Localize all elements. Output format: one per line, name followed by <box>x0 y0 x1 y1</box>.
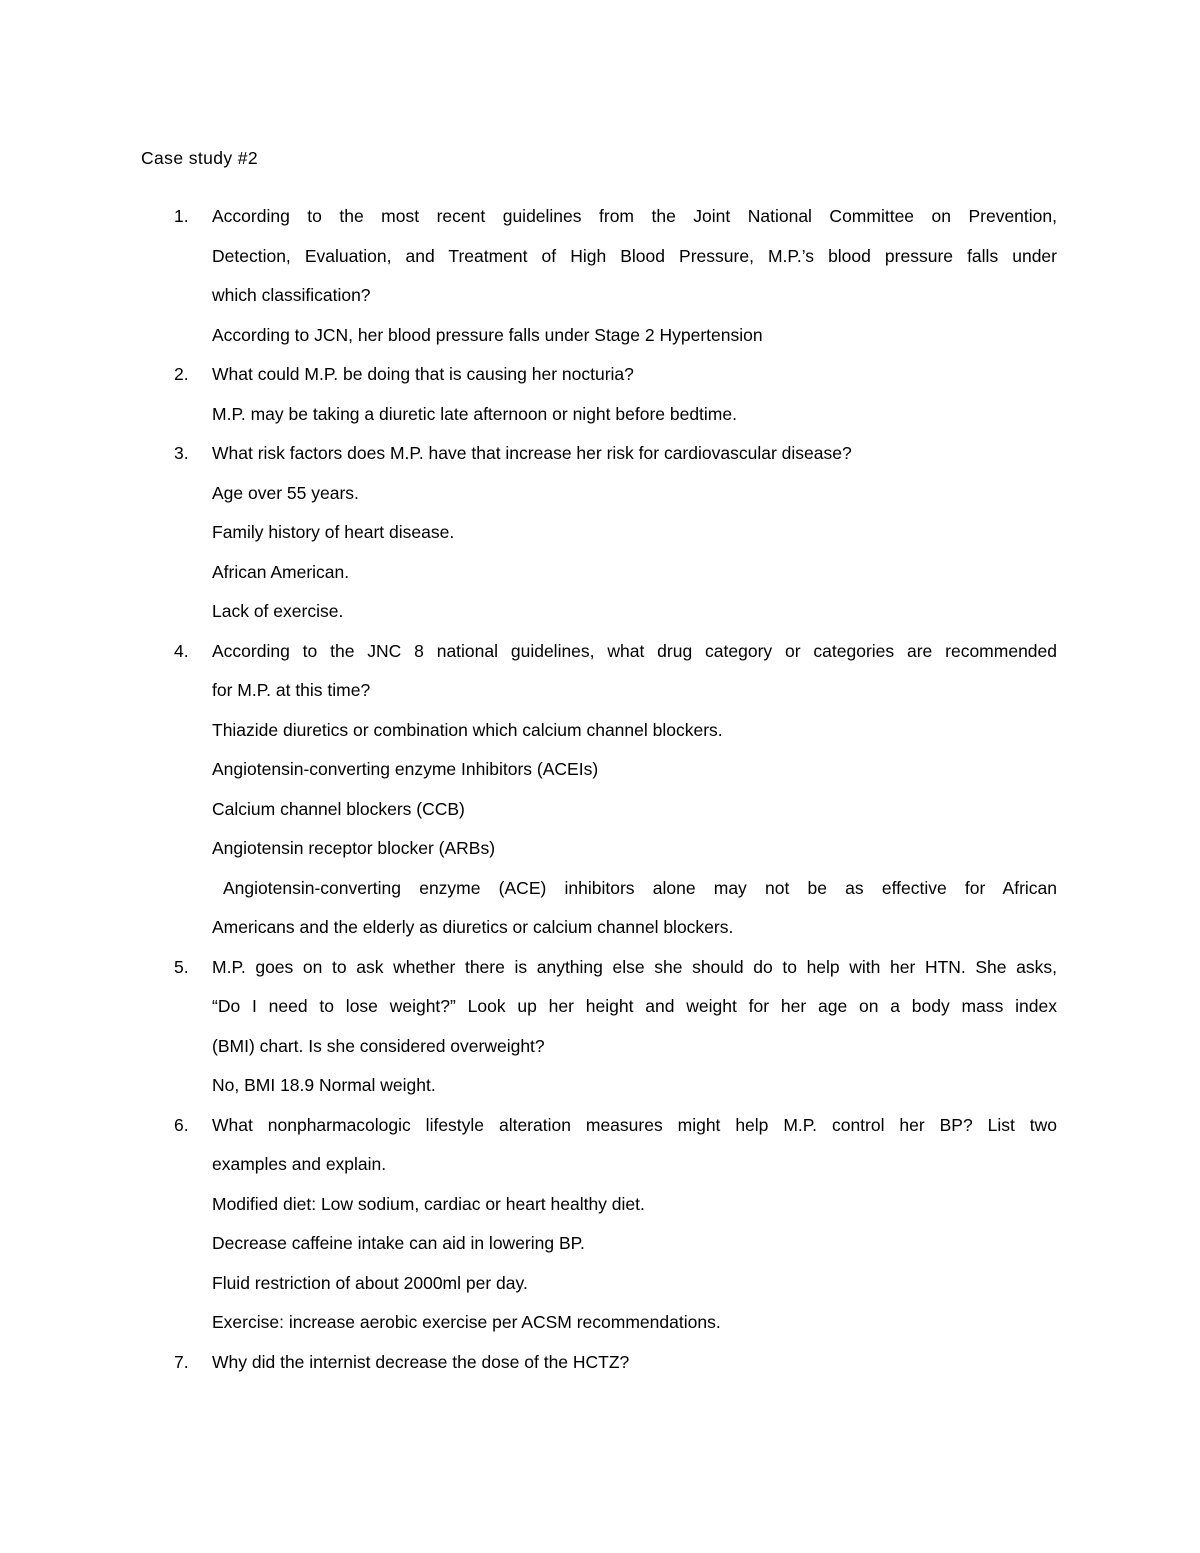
question-line: (BMI) chart. Is she considered overweight? <box>212 1035 545 1056</box>
answer-line: Angiotensin-converting enzyme (ACE) inhibitors alone may not be as effective for African <box>223 877 1057 898</box>
question-number: 2. <box>174 364 189 384</box>
question-line: What risk factors does M.P. have that increase her risk for cardiovascular disease? <box>212 443 852 463</box>
question-line: According to the most recent guidelines from the Joint National Committee on Prevention, <box>212 206 1057 226</box>
answer-line: M.P. may be taking a diuretic late afternoon or night before bedtime. <box>212 403 737 424</box>
answer-line: No, BMI 18.9 Normal weight. <box>212 1075 436 1095</box>
answer-line: Family history of heart disease. <box>212 522 455 542</box>
answer-line: Angiotensin-converting enzyme Inhibitors (ACEIs) <box>212 759 599 779</box>
question-item-6 <box>0 1106 1200 1343</box>
answer-line: Modified diet: Low sodium, cardiac or heart healthy diet. <box>212 1193 645 1214</box>
question-line: Why did the internist decrease the dose of the HCTZ? <box>212 1351 630 1372</box>
question-number: 7. <box>174 1351 189 1372</box>
question-number: 4. <box>174 640 189 661</box>
question-line: According to the JNC 8 national guidelines, what drug category or categories are recommended <box>212 640 1057 661</box>
question-item-1 <box>0 197 1200 355</box>
question-item-7 <box>0 1343 1200 1383</box>
document-title: Case study #2 <box>141 148 259 168</box>
answer-line: Exercise: increase aerobic exercise per ACSM recommendations. <box>212 1312 721 1332</box>
answer-line: Calcium channel blockers (CCB) <box>212 798 465 819</box>
answer-line: Age over 55 years. <box>212 482 359 503</box>
question-item-3 <box>0 434 1200 632</box>
answer-line: Fluid restriction of about 2000ml per day. <box>212 1272 528 1293</box>
question-line: Detection, Evaluation, and Treatment of High Blood Pressure, M.P.’s blood pressure falls under <box>212 245 1057 266</box>
answer-line: According to JCN, her blood pressure falls under Stage 2 Hypertension <box>212 324 763 345</box>
question-line: for M.P. at this time? <box>212 680 371 700</box>
question-list <box>0 197 1200 1382</box>
answer-line: Decrease caffeine intake can aid in lowering BP. <box>212 1233 585 1253</box>
answer-line: Lack of exercise. <box>212 601 344 621</box>
question-item-4 <box>0 632 1200 948</box>
question-number: 6. <box>174 1114 189 1135</box>
question-number: 5. <box>174 956 189 977</box>
question-item-2 <box>0 355 1200 434</box>
answer-line: African American. <box>212 561 350 582</box>
question-line: What could M.P. be doing that is causing her nocturia? <box>212 364 634 384</box>
answer-line: Angiotensin receptor blocker (ARBs) <box>212 838 496 858</box>
question-line: What nonpharmacologic lifestyle alteration measures might help M.P. control her BP? List two <box>212 1114 1057 1135</box>
question-number: 3. <box>174 443 189 463</box>
question-item-5 <box>0 948 1200 1106</box>
question-number: 1. <box>174 206 189 226</box>
question-line: “Do I need to lose weight?” Look up her height and weight for her age on a body mass index <box>212 996 1057 1016</box>
answer-line: Thiazide diuretics or combination which calcium channel blockers. <box>212 719 723 740</box>
question-line: which classification? <box>212 285 371 305</box>
answer-line: Americans and the elderly as diuretics or calcium channel blockers. <box>212 917 734 937</box>
question-line: M.P. goes on to ask whether there is anything else she should do to help with her HTN. She asks, <box>212 956 1057 977</box>
question-line: examples and explain. <box>212 1154 387 1174</box>
